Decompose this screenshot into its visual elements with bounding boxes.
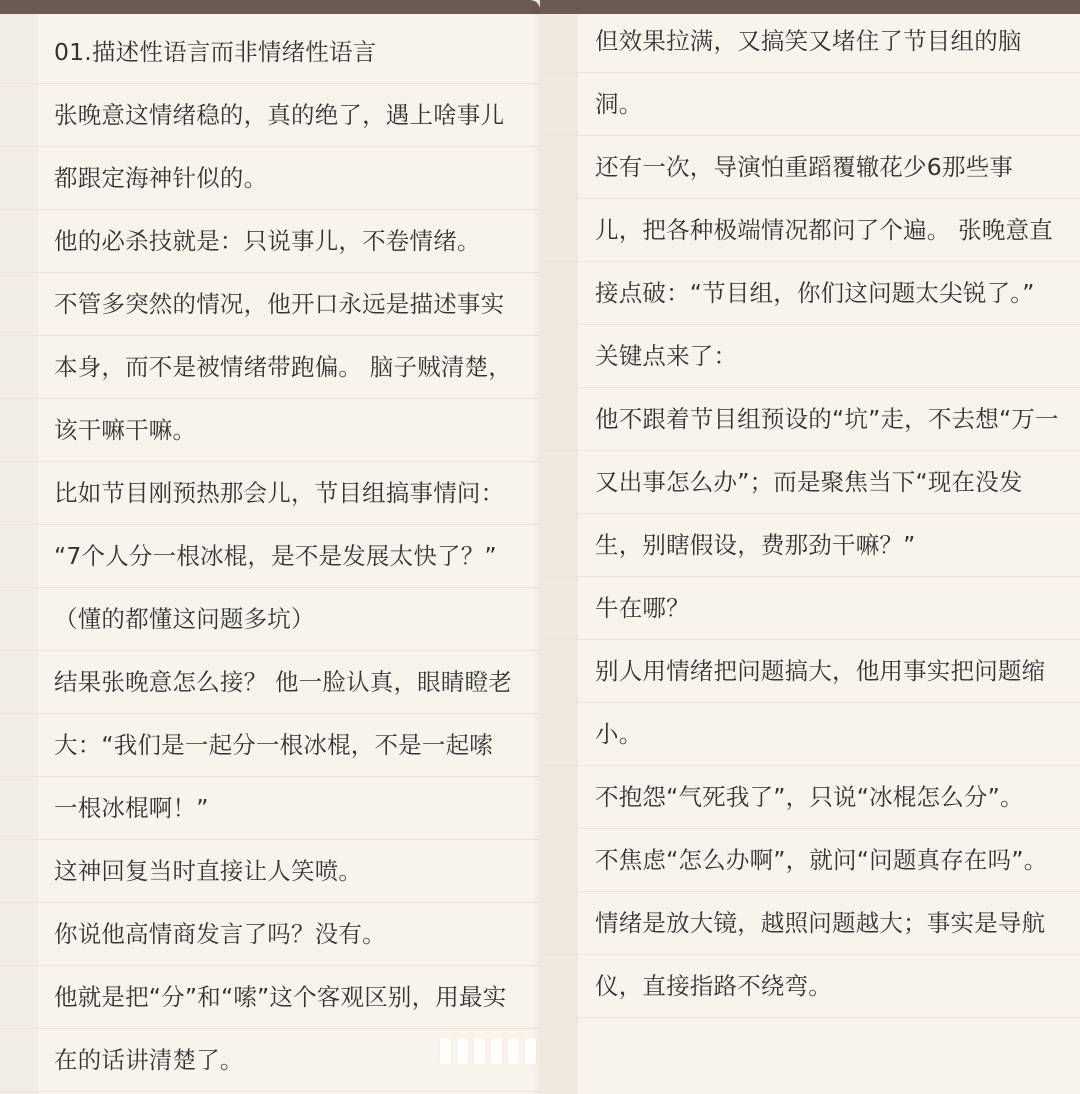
text-line: 还有一次，导演怕重蹈覆辙花少6那些事 bbox=[595, 153, 1014, 181]
text-line: 接点破：“节目组，你们这问题太尖锐了。” bbox=[595, 279, 1035, 307]
text-line: 他不跟着节目组预设的“坑”走，不去想“万一 bbox=[595, 405, 1059, 433]
watermark-mark bbox=[508, 1038, 519, 1064]
text-line: 大：“我们是一起分一根冰棍，不是一起嗦 bbox=[54, 731, 493, 759]
text-line: 你说他高情商发言了吗？没有。 bbox=[54, 920, 386, 948]
line-separator bbox=[0, 1028, 540, 1029]
text-line: 不焦虑“怎么办啊”，就问“问题真存在吗”。 bbox=[595, 846, 1048, 874]
text-line: 别人用情绪把问题搞大，他用事实把问题缩 bbox=[595, 657, 1046, 685]
text-line: 该干嘛干嘛。 bbox=[54, 416, 197, 444]
watermark bbox=[440, 1038, 536, 1064]
text-line: “7个人分一根冰棍，是不是发展太快了？” bbox=[54, 542, 497, 570]
text-line: 他的必杀技就是：只说事儿，不卷情绪。 bbox=[54, 227, 481, 255]
text-line: 张晚意这情绪稳的，真的绝了，遇上啥事儿 bbox=[54, 101, 505, 129]
line-separator bbox=[0, 209, 540, 210]
line-separator bbox=[0, 524, 540, 525]
text-line: 关键点来了： bbox=[595, 342, 738, 370]
line-separator bbox=[540, 324, 1080, 325]
text-line: 生，别瞎假设，费那劲干嘛？” bbox=[595, 531, 916, 559]
line-separator bbox=[540, 135, 1080, 136]
text-line: 都跟定海神针似的。 bbox=[54, 164, 268, 192]
line-separator bbox=[540, 513, 1080, 514]
watermark-mark bbox=[474, 1038, 485, 1064]
line-separator bbox=[0, 335, 540, 336]
text-line: 01.描述性语言而非情绪性语言 bbox=[54, 38, 377, 66]
text-line: 情绪是放大镜，越照问题越大；事实是导航 bbox=[595, 909, 1046, 937]
text-line: 比如节目刚预热那会儿，节目组搞事情问： bbox=[54, 479, 505, 507]
text-line: 不抱怨“气死我了”，只说“冰棍怎么分”。 bbox=[595, 783, 1024, 811]
line-separator bbox=[540, 1017, 1080, 1018]
watermark-mark bbox=[491, 1038, 502, 1064]
text-line: 不管多突然的情况，他开口永远是描述事实 bbox=[54, 290, 505, 318]
line-separator bbox=[540, 765, 1080, 766]
text-line: 这神回复当时直接让人笑喷。 bbox=[54, 857, 363, 885]
line-separator bbox=[0, 272, 540, 273]
text-line: 牛在哪？ bbox=[595, 594, 690, 622]
line-separator bbox=[0, 965, 540, 966]
text-line: 结果张晚意怎么接？ 他一脸认真，眼睛瞪老 bbox=[54, 668, 512, 696]
right-margin-strip bbox=[540, 14, 578, 1094]
line-separator bbox=[540, 198, 1080, 199]
text-line: 儿，把各种极端情况都问了个遍。 张晚意直 bbox=[595, 216, 1053, 244]
right-text-panel bbox=[540, 0, 1080, 1094]
left-margin-strip bbox=[0, 14, 38, 1094]
text-line: （懂的都懂这问题多坑） bbox=[54, 605, 315, 633]
line-separator bbox=[0, 776, 540, 777]
line-separator bbox=[540, 891, 1080, 892]
text-line: 一根冰棍啊！” bbox=[54, 794, 209, 822]
line-separator bbox=[540, 639, 1080, 640]
text-line: 本身，而不是被情绪带跑偏。 脑子贼清楚， bbox=[54, 353, 512, 381]
line-separator bbox=[540, 450, 1080, 451]
line-separator bbox=[0, 650, 540, 651]
line-separator bbox=[0, 587, 540, 588]
line-separator bbox=[0, 83, 540, 84]
watermark-mark bbox=[525, 1038, 536, 1064]
line-separator bbox=[0, 146, 540, 147]
watermark-mark bbox=[457, 1038, 468, 1064]
line-separator bbox=[540, 702, 1080, 703]
text-line: 仪，直接指路不绕弯。 bbox=[595, 972, 832, 1000]
text-line: 洞。 bbox=[595, 90, 643, 118]
text-line: 但效果拉满，又搞笑又堵住了节目组的脑 bbox=[595, 27, 1022, 55]
text-line: 他就是把“分”和“嗦”这个客观区别，用最实 bbox=[54, 983, 507, 1011]
line-separator bbox=[0, 713, 540, 714]
line-separator bbox=[540, 576, 1080, 577]
line-separator bbox=[0, 839, 540, 840]
text-line: 又出事怎么办”；而是聚焦当下“现在没发 bbox=[595, 468, 1023, 496]
line-separator bbox=[540, 387, 1080, 388]
line-separator bbox=[540, 828, 1080, 829]
line-separator bbox=[540, 261, 1080, 262]
line-separator bbox=[540, 954, 1080, 955]
line-separator bbox=[0, 398, 540, 399]
line-separator bbox=[0, 1091, 540, 1092]
text-line: 在的话讲清楚了。 bbox=[54, 1046, 244, 1074]
line-separator bbox=[0, 461, 540, 462]
watermark-mark bbox=[440, 1038, 451, 1064]
line-separator bbox=[0, 902, 540, 903]
line-separator bbox=[540, 72, 1080, 73]
text-line: 小。 bbox=[595, 720, 643, 748]
